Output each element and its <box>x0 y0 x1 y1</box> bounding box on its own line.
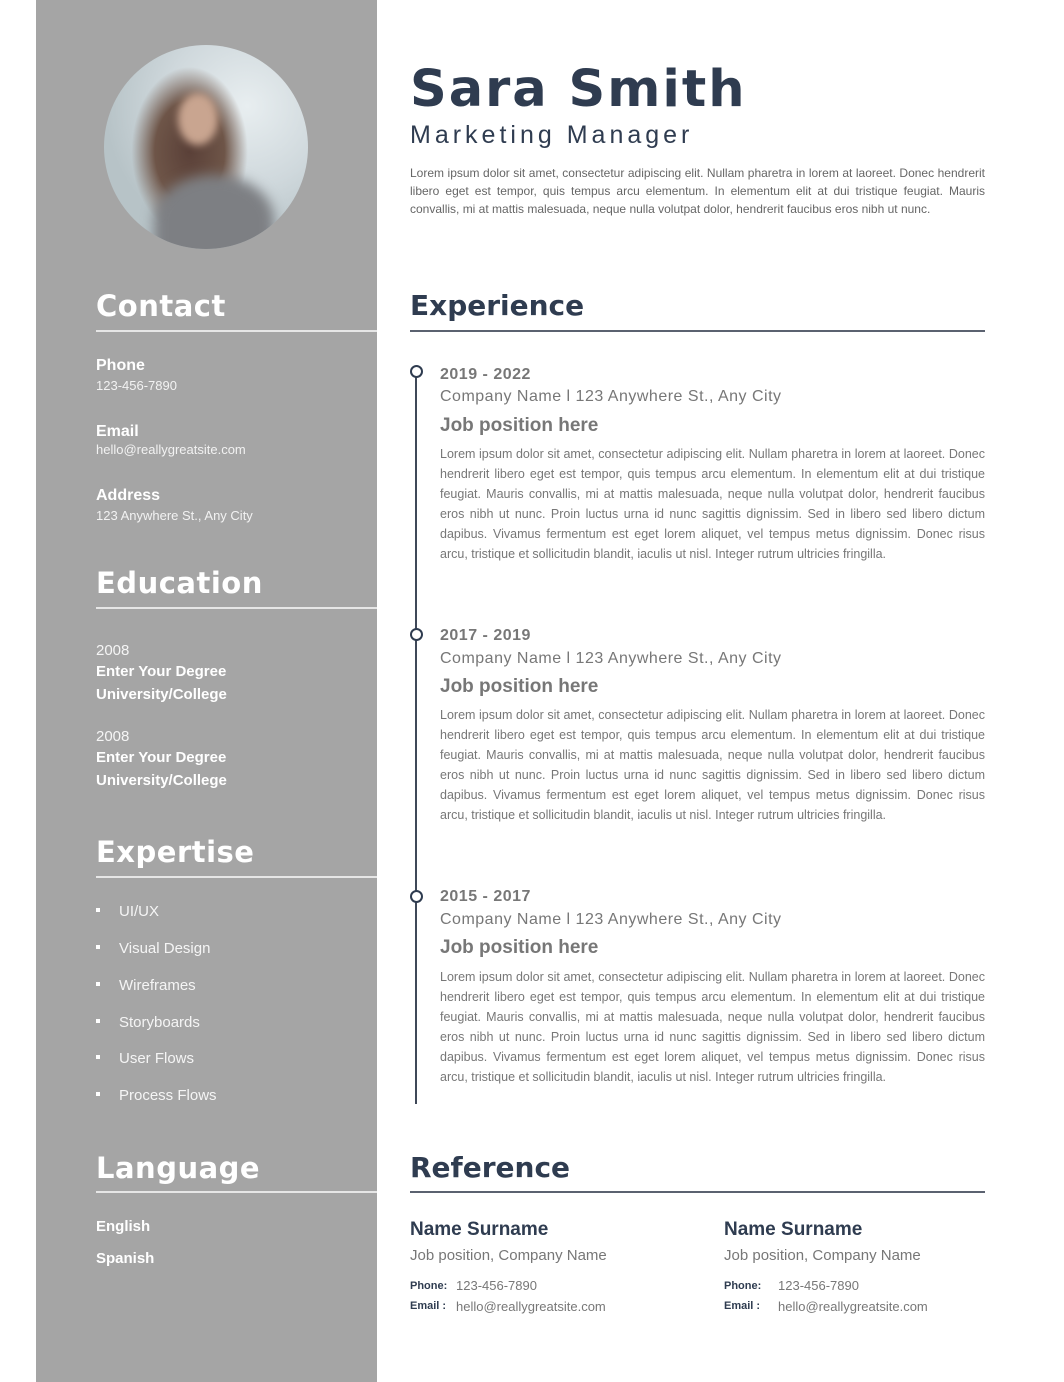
experience-description: Lorem ipsum dolor sit amet, consectetur adipiscing elit. Nullam pharetra in lorem at laoreet. Donec hendrerit libero eget est tempor, quis tempus arcu elementum. In elementum elit at dui tristique feugiat. Mauris convallis, mi at mattis malesuada, neque nulla volutpat dolor, hendrerit faucibus eros nibh ut nunc. Proin luctus urna id nunc sagittis dignissim. Sed in libero sed libero dictum dapibus. Vivamus fermentum est eget lorem aliquet, vel tempus metus dignissim. Donec risus arcu, tristique et sollicitudin blandit, iaculis ut nisl. Integer rutrum ultricies fringilla. <box>440 970 985 1084</box>
profile-summary: Lorem ipsum dolor sit amet, consectetur adipiscing elit. Nullam pharetra in lorem at laoreet. Donec hendrerit libero eget est tempor, quis tempus arcu elementum. In elementum elit at dui tristique feugiat. Mauris convallis, mi at mattis malesuada, neque nulla volutpat dolor, hendrerit faucibus eros nibh ut nunc. <box>410 166 985 216</box>
reference-phone: 123-456-7890 <box>456 1278 537 1293</box>
education-heading: Education <box>96 566 263 600</box>
reference-position: Job position, Company Name <box>724 1247 921 1264</box>
skill-item <box>96 1014 200 1031</box>
expertise-divider <box>96 876 377 878</box>
language-item: English <box>96 1218 151 1235</box>
timeline-dot <box>410 628 423 641</box>
skill-item <box>96 977 196 994</box>
reference-email-label: Email : <box>410 1300 447 1312</box>
language-item: Spanish <box>96 1250 155 1267</box>
experience-position: Job position here <box>440 676 599 697</box>
experience-company: Company Name l 123 Anywhere St., Any City <box>440 911 782 928</box>
profile-photo-face <box>178 93 218 145</box>
reference-name: Name Surname <box>410 1219 549 1240</box>
skill-item <box>96 903 159 920</box>
reference-position: Job position, Company Name <box>410 1247 607 1264</box>
reference-phone-label: Phone: <box>410 1280 448 1292</box>
candidate-name: Sara Smith <box>410 60 747 119</box>
experience-heading: Experience <box>410 289 585 322</box>
education-divider <box>96 607 377 609</box>
timeline-line <box>415 372 417 1104</box>
expertise-heading: Expertise <box>96 835 255 869</box>
education-year: 2008 <box>96 728 130 745</box>
bullet-icon <box>96 945 100 949</box>
skill-label: Storyboards <box>119 1014 200 1031</box>
experience-divider <box>410 330 985 332</box>
experience-position: Job position here <box>440 415 599 436</box>
email-value[interactable]: hello@reallygreatsite.com <box>96 442 246 457</box>
skill-item <box>96 940 210 957</box>
skill-label: Wireframes <box>119 977 196 994</box>
skill-item <box>96 1087 217 1104</box>
skill-label: Visual Design <box>119 940 211 957</box>
candidate-title: Marketing Manager <box>410 121 694 149</box>
bullet-icon <box>96 1055 100 1059</box>
experience-description: Lorem ipsum dolor sit amet, consectetur adipiscing elit. Nullam pharetra in lorem at laoreet. Donec hendrerit libero eget est tempor, quis tempus arcu elementum. In elementum elit at dui tristique feugiat. Mauris convallis, mi at mattis malesuada, neque nulla volutpat dolor, hendrerit faucibus eros nibh ut nunc. Proin luctus urna id nunc sagittis dignissim. Sed in libero sed libero dictum dapibus. Vivamus fermentum est eget lorem aliquet, vel tempus metus dignissim. Donec risus arcu, tristique et sollicitudin blandit, iaculis ut nisl. Integer rutrum ultricies fringilla. <box>440 708 985 822</box>
experience-years: 2015 - 2017 <box>440 888 531 905</box>
experience-position: Job position here <box>440 937 599 958</box>
education-school: University/College <box>96 686 227 703</box>
education-degree: Enter Your Degree <box>96 749 227 766</box>
address-label: Address <box>96 487 161 504</box>
phone-label: Phone <box>96 357 145 374</box>
timeline-dot <box>410 365 423 378</box>
skill-label: UI/UX <box>119 903 160 920</box>
experience-years: 2017 - 2019 <box>440 627 531 644</box>
profile-photo <box>104 45 308 249</box>
reference-email[interactable]: hello@reallygreatsite.com <box>778 1299 928 1314</box>
reference-email[interactable]: hello@reallygreatsite.com <box>456 1299 606 1314</box>
reference-email-label: Email : <box>724 1300 761 1312</box>
email-label: Email <box>96 423 139 440</box>
phone-value: 123-456-7890 <box>96 378 177 393</box>
contact-heading: Contact <box>96 289 226 323</box>
skill-item <box>96 1050 194 1067</box>
experience-description: Lorem ipsum dolor sit amet, consectetur adipiscing elit. Nullam pharetra in lorem at laoreet. Donec hendrerit libero eget est tempor, quis tempus arcu elementum. In elementum elit at dui tristique feugiat. Mauris convallis, mi at mattis malesuada, neque nulla volutpat dolor, hendrerit faucibus eros nibh ut nunc. Proin luctus urna id nunc sagittis dignissim. Sed in libero sed libero dictum dapibus. Vivamus fermentum est eget lorem aliquet, vel tempus metus dignissim. Donec risus arcu, tristique et sollicitudin blandit, iaculis ut nisl. Integer rutrum ultricies fringilla. <box>440 447 985 561</box>
contact-divider <box>96 330 377 332</box>
experience-years: 2019 - 2022 <box>440 366 531 383</box>
reference-phone-label: Phone: <box>724 1280 762 1292</box>
skill-label: Process Flows <box>119 1087 217 1104</box>
address-value: 123 Anywhere St., Any City <box>96 508 253 523</box>
education-school: University/College <box>96 772 227 789</box>
experience-company: Company Name l 123 Anywhere St., Any City <box>440 388 782 405</box>
education-year: 2008 <box>96 642 130 659</box>
reference-heading: Reference <box>410 1151 571 1184</box>
education-degree: Enter Your Degree <box>96 663 227 680</box>
bullet-icon <box>96 1019 100 1023</box>
reference-name: Name Surname <box>724 1219 863 1240</box>
reference-divider <box>410 1191 985 1193</box>
bullet-icon <box>96 908 100 912</box>
profile-photo-body <box>154 175 274 249</box>
language-heading: Language <box>96 1151 261 1185</box>
language-divider <box>96 1191 377 1193</box>
bullet-icon <box>96 982 100 986</box>
reference-phone: 123-456-7890 <box>778 1278 859 1293</box>
experience-company: Company Name l 123 Anywhere St., Any City <box>440 650 782 667</box>
skill-label: User Flows <box>119 1050 195 1067</box>
timeline-dot <box>410 890 423 903</box>
bullet-icon <box>96 1092 100 1096</box>
